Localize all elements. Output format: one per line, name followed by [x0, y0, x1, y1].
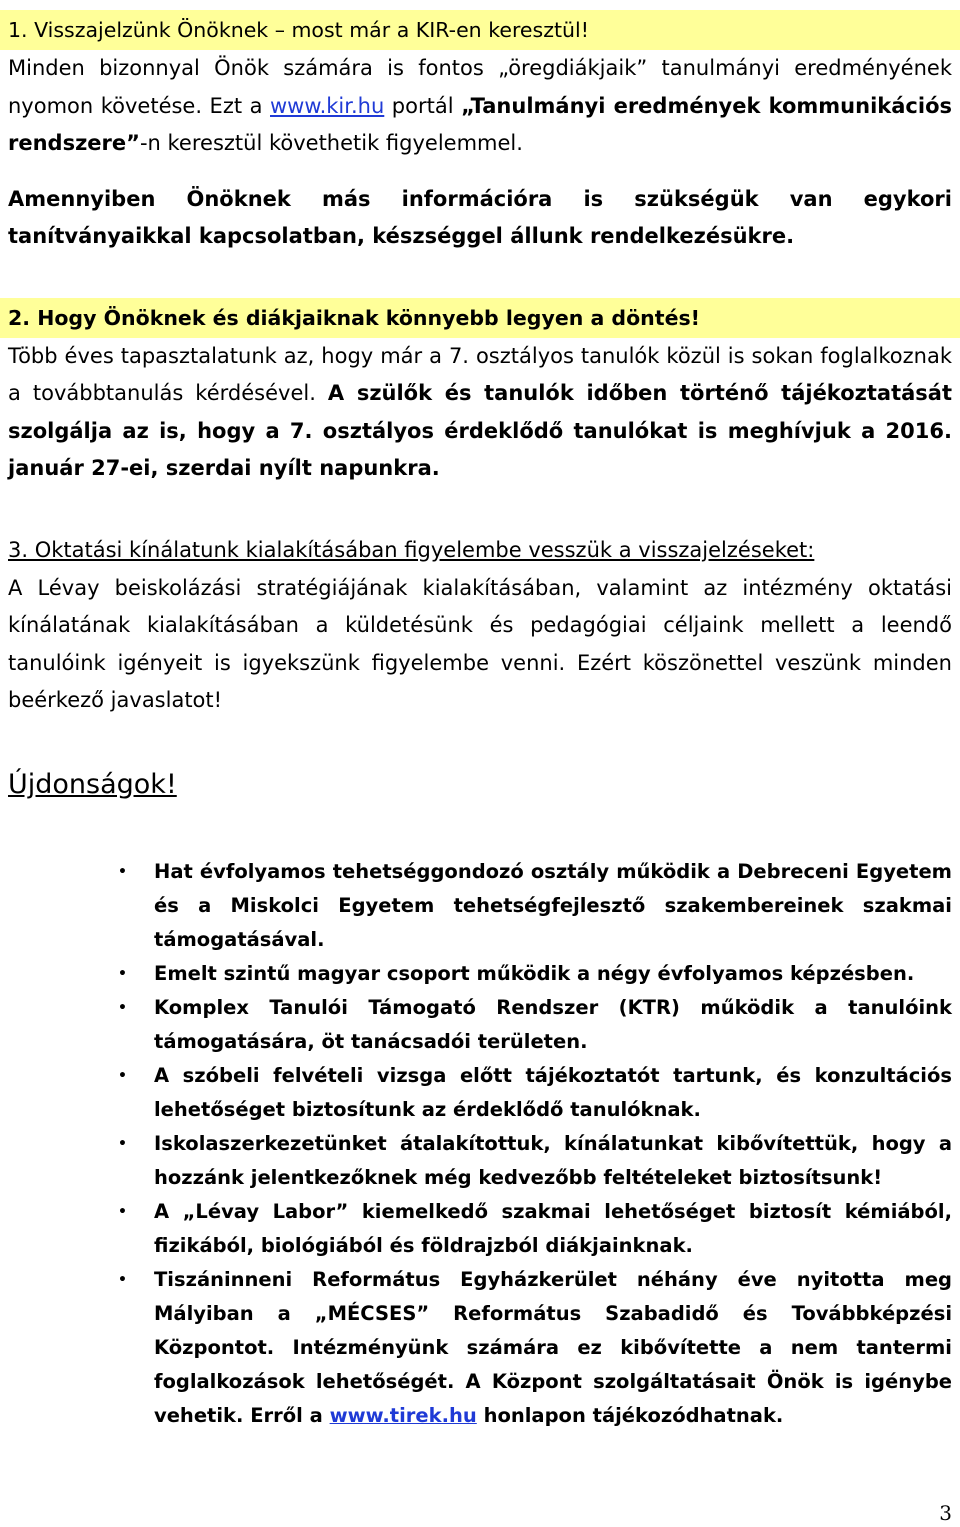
news-item: • A „Lévay Labor” kiemelkedő szakmai lehetőséget biztosít kémiából, fizikából, biológiából és földrajzból diákjainknak.	[0, 1195, 960, 1263]
news-title: Újdonságok!	[8, 768, 177, 800]
section-1-paragraph-2: Amennyiben Önöknek más információra is szükségük van egykori tanítványaikkal kapcsolatban, készséggel állunk rendelkezésükre.	[8, 186, 952, 248]
bullet-icon: •	[118, 999, 127, 1016]
news-item: • Tiszáninneni Református Egyházkerület néhány éve nyitotta meg Mályiban a „MÉCSES” Református Szabadidő és Továbbképzési Központot. Intézményünk számára ez kibővítette a nem tantermi foglalkozások lehetőségét. A Központ szolgáltatásait Önök is igénybe vehetik. Erről a www.tirek.hu honlapon tájékozódhatnak.	[0, 1263, 960, 1433]
news-section	[0, 765, 960, 1433]
news-item: • A szóbeli felvételi vizsga előtt tájékoztatót tartunk, és konzultációs lehetőséget biztosítunk az érdeklődő tanulóknak.	[0, 1059, 960, 1127]
para1-text-b: portál	[384, 93, 462, 118]
bullet-icon: •	[118, 965, 127, 982]
section-3-paragraph: A Lévay beiskolázási stratégiájának kialakításában, valamint az intézmény oktatási kínálatának kialakításában a küldetésünk és pedagógiai céljaink mellett a leendő tanulóink igényeit is igyekszünk figyelembe venni. Ezért köszönettel veszünk minden beérkező javaslatot!	[8, 575, 952, 712]
section-2	[0, 298, 960, 488]
section-2-bold-text: A szülők és tanulók időben történő tájékoztatását szolgálja az is, hogy a 7. osztályos érdeklődő tanulókat is meghívjuk a 2016. január 27-ei, szerdai nyílt napunkra.	[8, 381, 952, 480]
bullet-icon: •	[118, 1135, 127, 1152]
bullet-icon: •	[118, 1203, 127, 1220]
news-item: • Hat évfolyamos tehetséggondozó osztály működik a Debreceni Egyetem és a Miskolci Egyetem tehetségfejlesztő szakembereinek szakmai támogatásával.	[0, 855, 960, 957]
tirek-link[interactable]: www.tirek.hu	[329, 1403, 477, 1427]
news-item: • Iskolaszerkezetünket átalakítottuk, kínálatunkat kibővítettük, hogy a hozzánk jelentkezőknek még kedvezőbb feltételeket biztosítsunk!	[0, 1127, 960, 1195]
section-2-heading: 2. Hogy Önöknek és diákjaiknak könnyebb legyen a döntés!	[0, 298, 960, 338]
section-1	[0, 10, 960, 256]
kir-link[interactable]: www.kir.hu	[270, 93, 385, 118]
para1-text-a: Minden bizonnyal Önök számára is fontos „öregdiákjaik” tanulmányi eredményének nyomon követése. Ezt a	[8, 56, 952, 118]
section-3-heading: 3. Oktatási kínálatunk kialakításában figyelembe vesszük a visszajelzéseket:	[8, 537, 815, 562]
section-2-text: Több éves tapasztalatunk az, hogy már a 7. osztályos tanulók közül is sokan foglalkoznak a továbbtanulás kérdésével.	[8, 343, 952, 405]
section-3	[0, 530, 960, 720]
para1-text-c: -n keresztül követhetik figyelemmel.	[139, 131, 523, 155]
news-item: • Emelt szintű magyar csoport működik a négy évfolyamos képzésben.	[0, 957, 960, 991]
bullet-icon: •	[118, 863, 127, 880]
section-1-heading: 1. Visszajelzünk Önöknek – most már a KIR-en keresztül!	[0, 10, 960, 50]
bullet-icon: •	[118, 1067, 127, 1084]
section-1-paragraph-1	[0, 50, 960, 163]
para1-bold: „Tanulmányi eredmények kommunikációs rendszere”	[8, 93, 952, 155]
news-list	[0, 855, 960, 1433]
section-2-paragraph	[0, 338, 960, 488]
page-number: 3	[939, 1501, 952, 1525]
bullet-icon: •	[118, 1271, 127, 1288]
news-item: • Komplex Tanulói Támogató Rendszer (KTR) működik a tanulóink támogatására, öt tanácsadói területen.	[0, 991, 960, 1059]
